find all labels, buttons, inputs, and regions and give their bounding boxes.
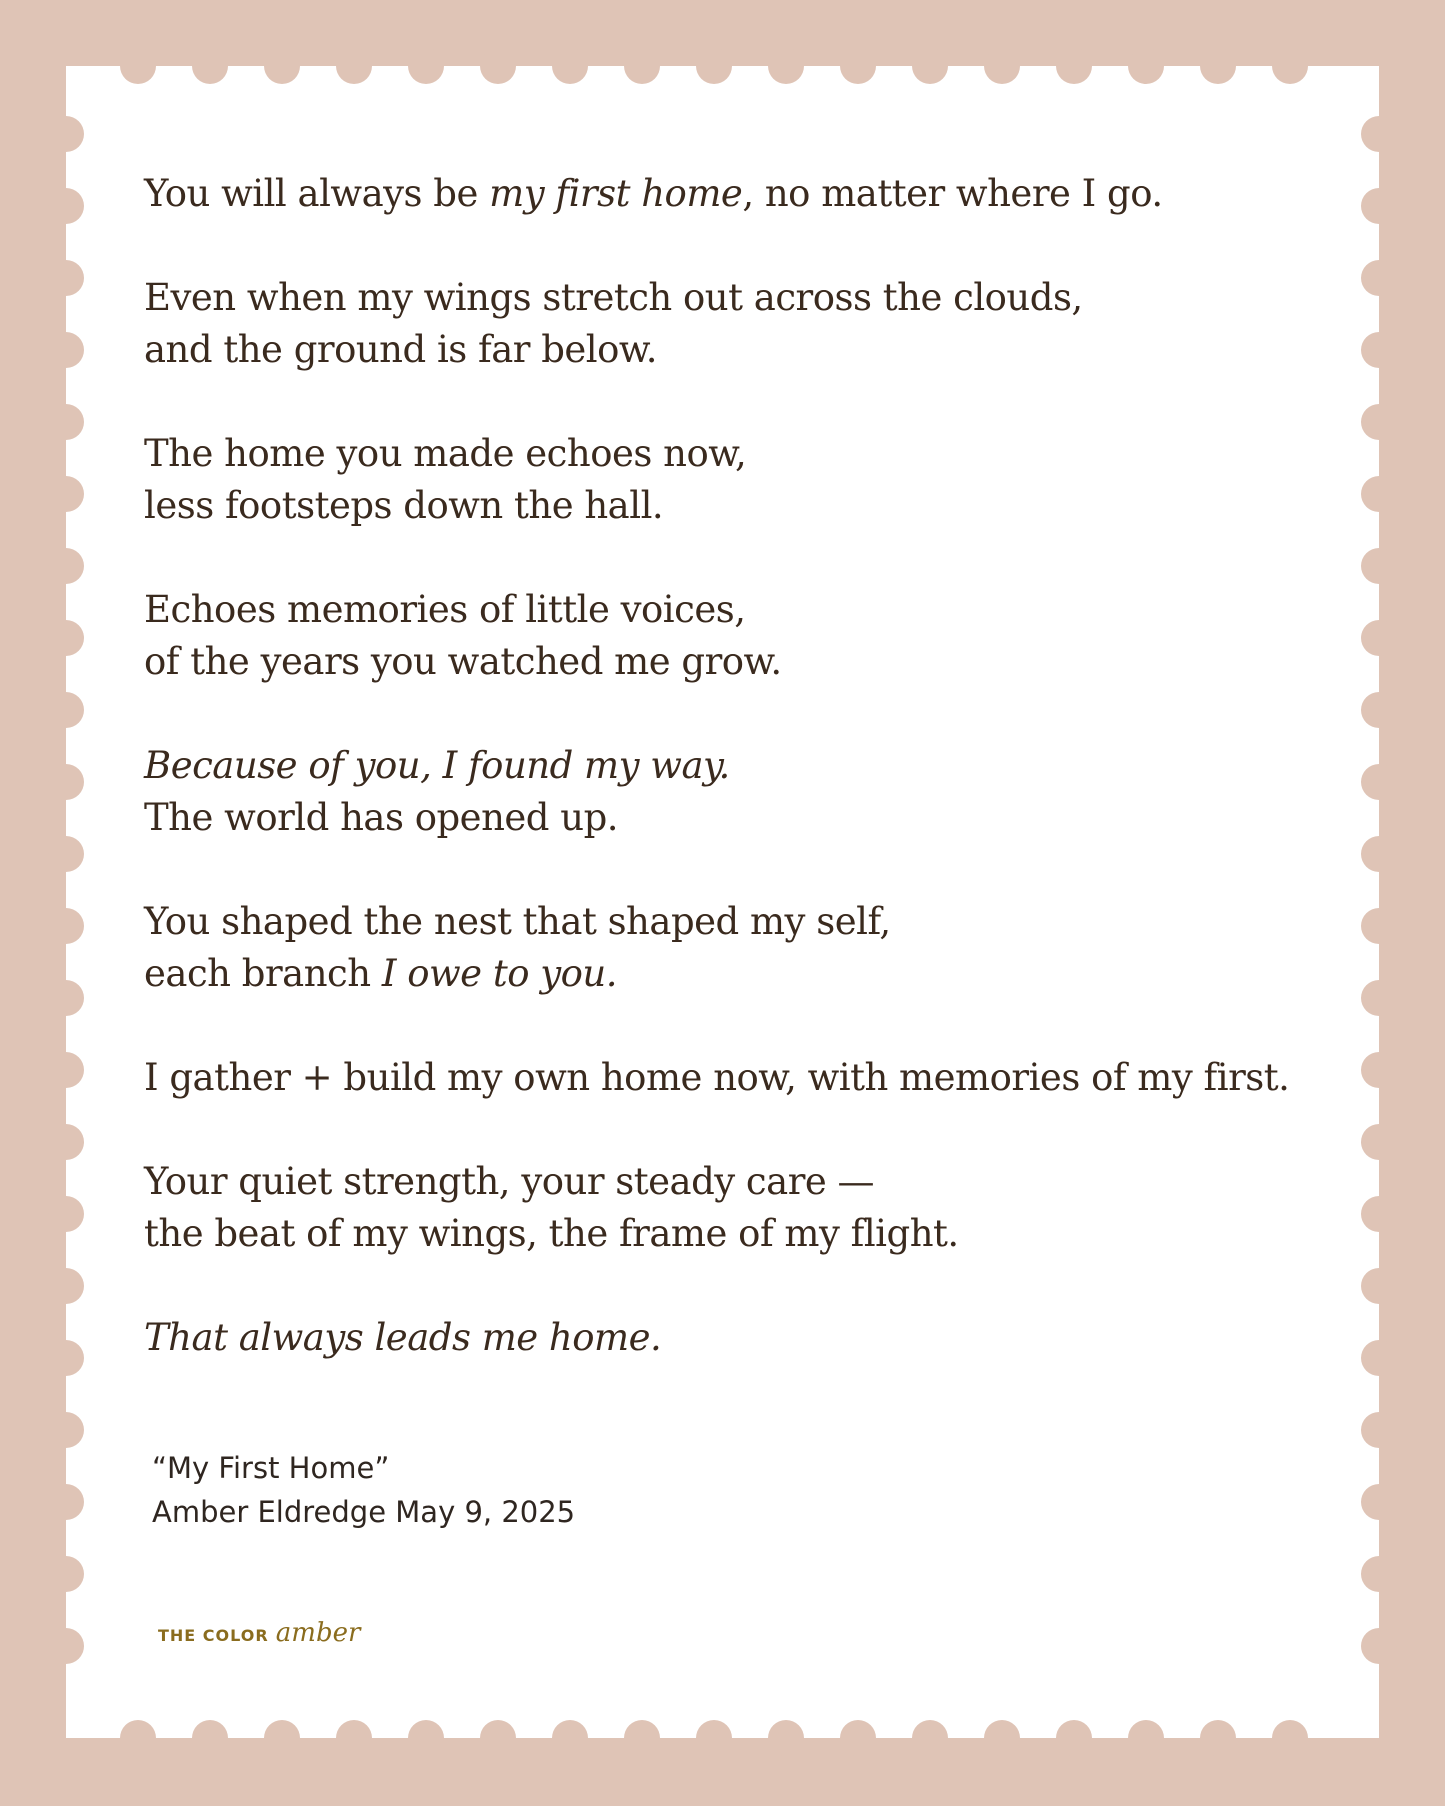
perforation-notch	[1361, 980, 1397, 1016]
perforation-notch	[48, 188, 84, 224]
perforation-notch	[1361, 332, 1397, 368]
perforation-notch	[552, 1720, 588, 1756]
perforation-notch	[192, 1720, 228, 1756]
poem-line: I gather + build my own home now, with memories of my first.	[144, 1056, 1290, 1099]
author-date: Amber Eldredge May 9, 2025	[152, 1495, 576, 1529]
perforation-notch	[696, 1720, 732, 1756]
poem-line: The world has opened up.	[144, 796, 619, 839]
poem-line: Even when my wings stretch out across the clouds,	[144, 276, 1083, 319]
emphasis-text: my first home	[489, 172, 743, 215]
perforation-notch	[48, 548, 84, 584]
poem-line: Echoes memories of little voices,	[144, 588, 746, 631]
perforation-notch	[48, 1196, 84, 1232]
poem-line: each branch I owe to you.	[144, 952, 617, 995]
perforation-notch	[768, 1720, 804, 1756]
perforation-notch	[48, 1556, 84, 1592]
stanza-8	[144, 1156, 1324, 1260]
perforation-notch	[1361, 1268, 1397, 1304]
poem-line-italic: That always leads me home.	[144, 1316, 662, 1359]
stanza-5	[144, 740, 1324, 844]
poem-body	[144, 168, 1324, 1416]
perforation-notch	[192, 48, 228, 84]
perforation-notch	[624, 48, 660, 84]
perforation-notch	[1128, 48, 1164, 84]
perforation-notch	[264, 48, 300, 84]
poem-line: Your quiet strength, your steady care —	[144, 1160, 875, 1203]
perforation-notch	[48, 836, 84, 872]
perforation-notch	[336, 48, 372, 84]
stanza-9	[144, 1312, 1324, 1364]
perforation-notch	[1361, 260, 1397, 296]
stanza-2	[144, 272, 1324, 376]
perforation-notch	[1361, 1052, 1397, 1088]
stanza-4	[144, 584, 1324, 688]
perforation-notch	[480, 1720, 516, 1756]
perforation-notch	[48, 1124, 84, 1160]
perforation-notch	[624, 1720, 660, 1756]
perforation-notch	[48, 1052, 84, 1088]
perforation-notch	[1361, 188, 1397, 224]
poem-line-italic: Because of you, I found my way.	[144, 744, 730, 787]
perforation-notch	[912, 48, 948, 84]
perforation-notch	[1056, 1720, 1092, 1756]
perforation-notch	[408, 48, 444, 84]
perforation-notch	[48, 404, 84, 440]
perforation-notch	[336, 1720, 372, 1756]
perforation-notch	[48, 764, 84, 800]
poem-credit	[152, 1446, 575, 1534]
poem-line: The home you made echoes now,	[144, 432, 747, 475]
perforation-notch	[48, 692, 84, 728]
perforation-notch	[48, 908, 84, 944]
perforation-notch	[48, 980, 84, 1016]
stanza-3	[144, 428, 1324, 532]
perforation-notch	[408, 1720, 444, 1756]
perforation-notch	[1200, 1720, 1236, 1756]
perforation-notch	[48, 1412, 84, 1448]
perforation-notch	[1272, 1720, 1308, 1756]
brand-logo-script: amber	[275, 1618, 361, 1648]
perforation-notch	[912, 1720, 948, 1756]
brand-logo	[158, 1618, 360, 1648]
perforation-notch	[480, 48, 516, 84]
perforation-notch	[696, 48, 732, 84]
perforation-notch	[1361, 692, 1397, 728]
perforation-notch	[1361, 476, 1397, 512]
perforation-notch	[1128, 1720, 1164, 1756]
poem-line: You shaped the nest that shaped my self,	[144, 900, 891, 943]
stanza-1	[144, 168, 1324, 220]
emphasis-text: I owe to you.	[381, 952, 617, 995]
perforation-notch	[120, 48, 156, 84]
perforation-notch	[1361, 1412, 1397, 1448]
perforation-notch	[984, 1720, 1020, 1756]
perforation-notch	[48, 1268, 84, 1304]
perforation-notch	[120, 1720, 156, 1756]
perforation-notch	[840, 1720, 876, 1756]
perforation-notch	[1361, 1556, 1397, 1592]
perforation-notch	[48, 260, 84, 296]
poem-line: the beat of my wings, the frame of my flight.	[144, 1212, 959, 1255]
perforation-notch	[1361, 1196, 1397, 1232]
brand-logo-caps: THE COLOR	[158, 1626, 269, 1645]
poem-title: “My First Home”	[152, 1451, 390, 1485]
perforation-notch	[768, 48, 804, 84]
poem-line: and the ground is far below.	[144, 328, 657, 371]
perforation-notch	[1272, 48, 1308, 84]
perforation-notch	[1361, 1340, 1397, 1376]
perforation-notch	[1361, 908, 1397, 944]
perforation-notch	[1361, 1484, 1397, 1520]
perforation-notch	[1361, 836, 1397, 872]
perforation-notch	[1361, 764, 1397, 800]
perforation-notch	[1361, 116, 1397, 152]
perforation-notch	[840, 48, 876, 84]
perforation-notch	[1361, 548, 1397, 584]
perforation-notch	[48, 1484, 84, 1520]
perforation-notch	[48, 332, 84, 368]
stanza-6	[144, 896, 1324, 1000]
perforation-notch	[48, 620, 84, 656]
poem-line: of the years you watched me grow.	[144, 640, 782, 683]
stanza-7	[144, 1052, 1324, 1104]
perforation-notch	[48, 476, 84, 512]
perforation-notch	[984, 48, 1020, 84]
perforation-notch	[264, 1720, 300, 1756]
perforation-notch	[1056, 48, 1092, 84]
perforation-notch	[48, 1628, 84, 1664]
perforation-notch	[1361, 1124, 1397, 1160]
perforation-notch	[1361, 1628, 1397, 1664]
perforation-notch	[552, 48, 588, 84]
poem-line: less footsteps down the hall.	[144, 484, 664, 527]
perforation-notch	[48, 1340, 84, 1376]
perforation-notch	[48, 116, 84, 152]
perforation-notch	[1361, 620, 1397, 656]
perforation-notch	[1361, 404, 1397, 440]
poem-line: You will always be my first home, no matter where I go.	[144, 172, 1163, 215]
perforation-notch	[1200, 48, 1236, 84]
